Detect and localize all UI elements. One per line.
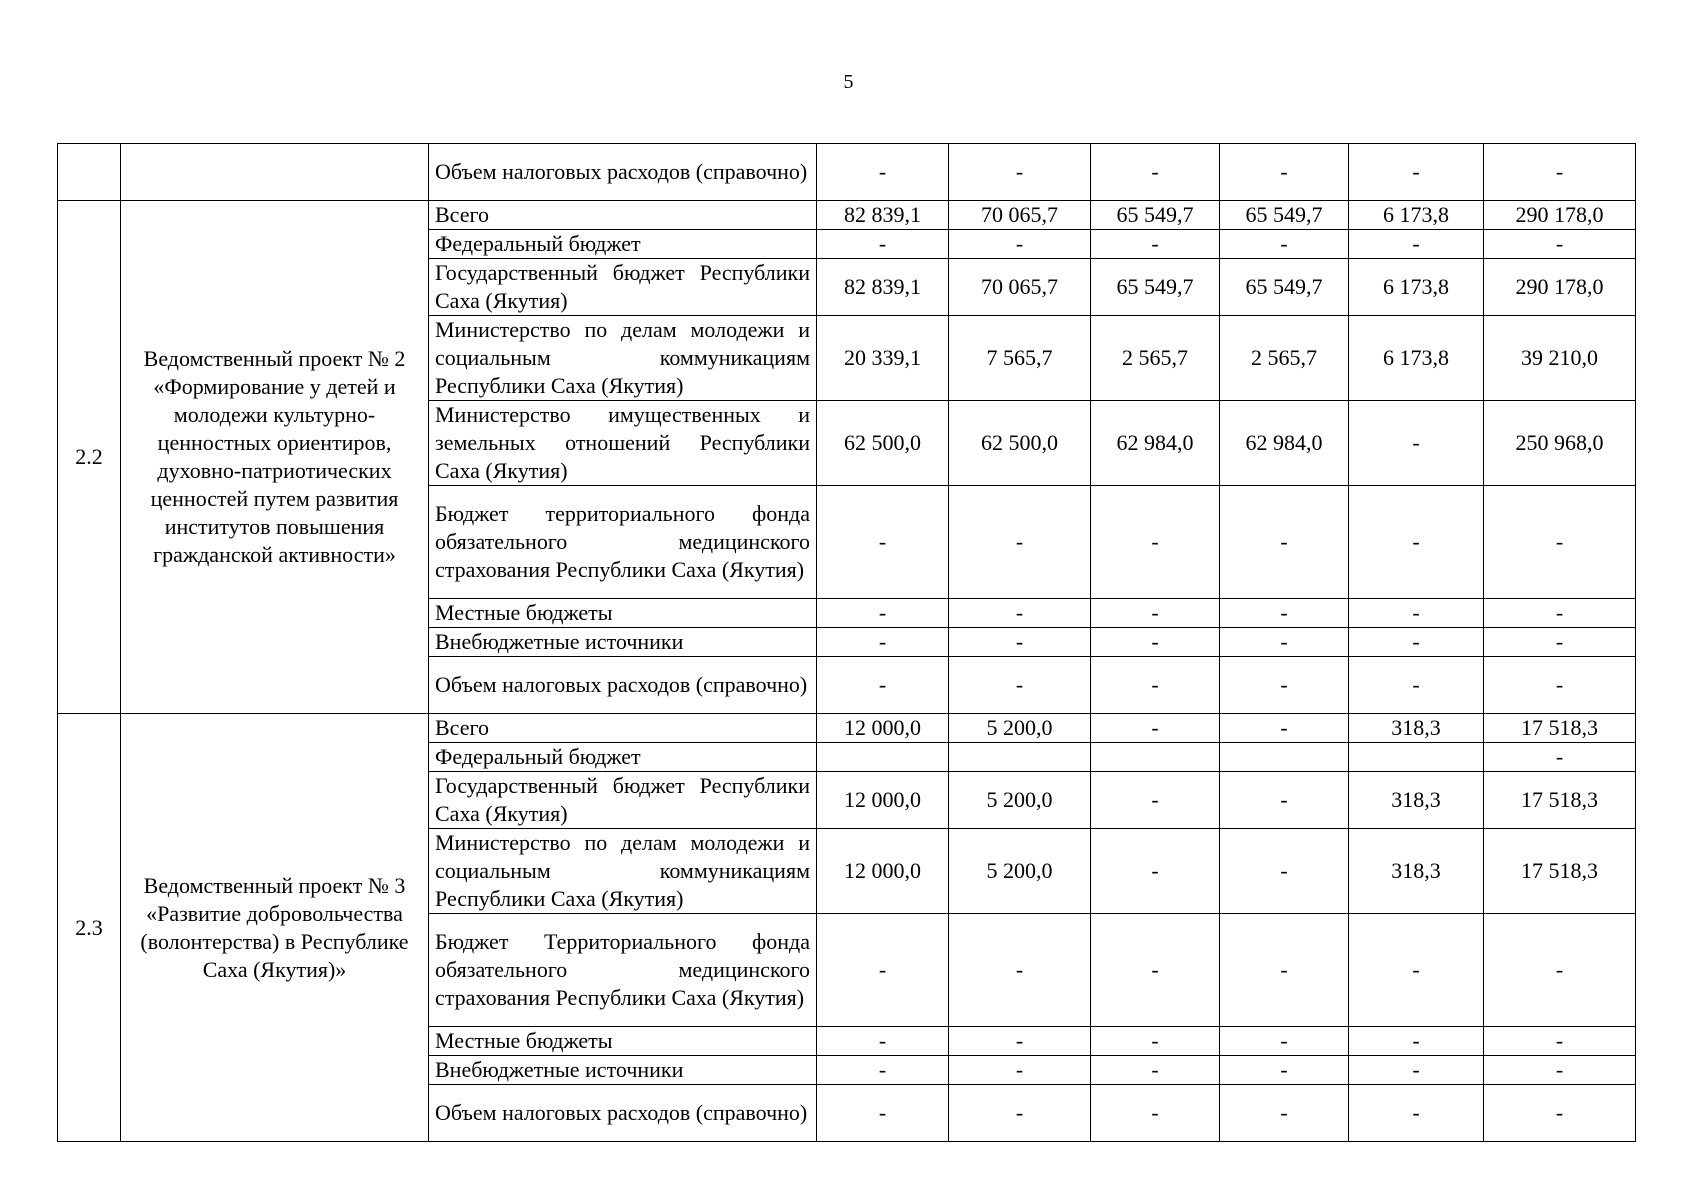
value-cell: - [1091,772,1220,829]
table-cell-empty [121,144,429,201]
value-cell: 5 200,0 [949,829,1091,914]
value-cell: - [1091,1027,1220,1056]
value-cell: 70 065,7 [949,201,1091,230]
value-cell: 20 339,1 [817,316,949,401]
value-cell: 290 178,0 [1484,201,1636,230]
value-cell: 250 968,0 [1484,401,1636,486]
value-cell: - [1484,628,1636,657]
value-cell: - [1220,714,1349,743]
value-cell: - [1484,657,1636,714]
value-cell: - [1349,628,1484,657]
value-cell: - [1091,628,1220,657]
value-cell: - [1349,914,1484,1027]
value-cell: 82 839,1 [817,259,949,316]
value-cell: 62 984,0 [1220,401,1349,486]
value-cell: - [817,628,949,657]
value-cell: - [1349,486,1484,599]
value-cell [1349,743,1484,772]
value-cell: 62 984,0 [1091,401,1220,486]
funding-source-cell: Объем налоговых расходов (справочно) [429,144,817,201]
value-cell: 62 500,0 [817,401,949,486]
value-cell: 5 200,0 [949,714,1091,743]
value-cell: 17 518,3 [1484,714,1636,743]
value-cell: - [1484,230,1636,259]
value-cell: 290 178,0 [1484,259,1636,316]
project-name: Ведомственный проект № 3 «Развитие добровольчества (волонтерства) в Республике Саха (Якутия)» [121,714,429,1142]
value-cell: - [1220,486,1349,599]
funding-source-cell: Местные бюджеты [429,1027,817,1056]
value-cell: 17 518,3 [1484,829,1636,914]
value-cell: 70 065,7 [949,259,1091,316]
value-cell: 6 173,8 [1349,316,1484,401]
value-cell: 2 565,7 [1220,316,1349,401]
value-cell: - [1220,1027,1349,1056]
value-cell: - [1484,599,1636,628]
value-cell: - [1220,599,1349,628]
value-cell: - [1091,714,1220,743]
value-cell: - [817,144,949,201]
value-cell: - [1349,1056,1484,1085]
funding-source-cell: Объем налоговых расходов (справочно) [429,657,817,714]
value-cell: - [1484,1085,1636,1142]
value-cell [1220,743,1349,772]
value-cell: 318,3 [1349,829,1484,914]
value-cell: - [1349,144,1484,201]
value-cell: - [1091,1085,1220,1142]
funding-source-cell: Всего [429,201,817,230]
value-cell: 82 839,1 [817,201,949,230]
value-cell [1091,743,1220,772]
value-cell: 62 500,0 [949,401,1091,486]
value-cell: 39 210,0 [1484,316,1636,401]
value-cell: - [949,230,1091,259]
value-cell: 318,3 [1349,772,1484,829]
value-cell: - [949,1085,1091,1142]
value-cell: - [949,486,1091,599]
value-cell: - [1220,628,1349,657]
value-cell [817,743,949,772]
value-cell: - [1484,743,1636,772]
value-cell: - [817,1085,949,1142]
value-cell: 65 549,7 [1220,201,1349,230]
value-cell: 12 000,0 [817,714,949,743]
value-cell: 5 200,0 [949,772,1091,829]
table-cell-empty [58,144,121,201]
value-cell: - [817,1056,949,1085]
value-cell: 6 173,8 [1349,201,1484,230]
table-row [58,201,1636,230]
funding-source-cell: Местные бюджеты [429,599,817,628]
value-cell: 2 565,7 [1091,316,1220,401]
value-cell: - [1220,657,1349,714]
value-cell: - [1349,599,1484,628]
value-cell: - [1220,144,1349,201]
value-cell: - [1484,1027,1636,1056]
funding-source-cell: Бюджет Территориального фонда обязательного медицинского страхования Республики Саха (Якутия) [429,914,817,1027]
value-cell: - [1220,829,1349,914]
value-cell: 12 000,0 [817,772,949,829]
value-cell: - [1484,486,1636,599]
value-cell: - [1220,1056,1349,1085]
value-cell: - [1484,914,1636,1027]
value-cell: - [1349,1085,1484,1142]
funding-source-cell: Внебюджетные источники [429,628,817,657]
value-cell [949,743,1091,772]
value-cell: - [817,914,949,1027]
value-cell: - [1349,401,1484,486]
value-cell: - [1091,599,1220,628]
value-cell: - [949,657,1091,714]
value-cell: 65 549,7 [1220,259,1349,316]
value-cell: - [1091,657,1220,714]
funding-source-cell: Всего [429,714,817,743]
value-cell: 17 518,3 [1484,772,1636,829]
value-cell: - [1484,144,1636,201]
value-cell: - [949,599,1091,628]
value-cell: - [1091,1056,1220,1085]
value-cell: 65 549,7 [1091,259,1220,316]
value-cell: - [1349,657,1484,714]
funding-source-cell: Федеральный бюджет [429,230,817,259]
funding-source-cell: Министерство по делам молодежи и социальным коммуникациям Республики Саха (Якутия) [429,829,817,914]
value-cell: - [949,914,1091,1027]
value-cell: - [1091,829,1220,914]
funding-source-cell: Государственный бюджет Республики Саха (Якутия) [429,259,817,316]
value-cell: - [1091,486,1220,599]
value-cell: - [817,599,949,628]
value-cell: - [1349,230,1484,259]
funding-source-cell: Внебюджетные источники [429,1056,817,1085]
funding-source-cell: Федеральный бюджет [429,743,817,772]
value-cell: - [1091,144,1220,201]
value-cell: - [817,230,949,259]
funding-source-cell: Объем налоговых расходов (справочно) [429,1085,817,1142]
value-cell: - [1220,914,1349,1027]
value-cell: - [949,144,1091,201]
value-cell: 7 565,7 [949,316,1091,401]
funding-source-cell: Министерство по делам молодежи и социальным коммуникациям Республики Саха (Якутия) [429,316,817,401]
value-cell: - [949,1027,1091,1056]
value-cell: - [949,628,1091,657]
value-cell: 12 000,0 [817,829,949,914]
value-cell: - [1091,914,1220,1027]
value-cell: - [1220,1085,1349,1142]
value-cell: - [1220,230,1349,259]
section-number: 2.3 [58,714,121,1142]
value-cell: - [1091,230,1220,259]
value-cell: 318,3 [1349,714,1484,743]
page-number: 5 [843,71,854,93]
value-cell: - [817,657,949,714]
value-cell: - [817,1027,949,1056]
table-row [58,714,1636,743]
project-name: Ведомственный проект № 2 «Формирование у детей и молодежи культурно-ценностных ориентиров, духовно-патриотических ценностей путем развития институтов повышения гражданской активности» [121,201,429,714]
funding-source-cell: Министерство имущественных и земельных отношений Республики Саха (Якутия) [429,401,817,486]
value-cell: - [1349,1027,1484,1056]
table-row [58,144,1636,201]
value-cell: - [1484,1056,1636,1085]
value-cell: - [817,486,949,599]
funding-source-cell: Бюджет территориального фонда обязательного медицинского страхования Республики Саха (Якутия) [429,486,817,599]
funding-source-cell: Государственный бюджет Республики Саха (Якутия) [429,772,817,829]
value-cell: 6 173,8 [1349,259,1484,316]
value-cell: - [949,1056,1091,1085]
value-cell: 65 549,7 [1091,201,1220,230]
section-number: 2.2 [58,201,121,714]
budget-table [57,143,1636,1142]
value-cell: - [1220,772,1349,829]
